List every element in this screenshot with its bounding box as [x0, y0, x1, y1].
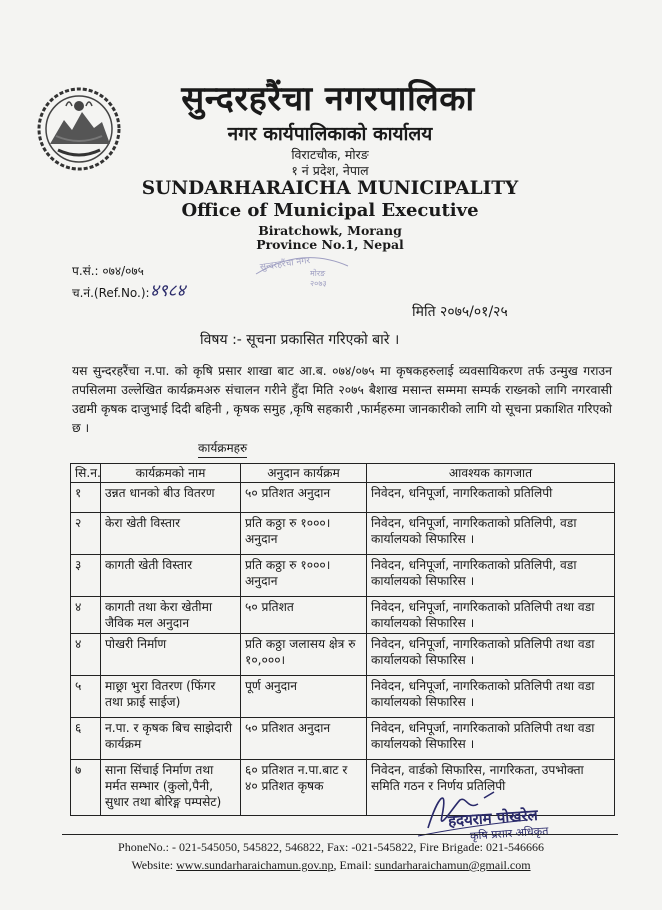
- table-row: [71, 555, 615, 597]
- cell-program-name: केरा खेती विस्तार: [101, 513, 241, 555]
- footer-contact: [40, 858, 622, 873]
- address-line1-english: Biratchowk, Morang: [258, 223, 402, 238]
- cell-program-name: उन्नत धानको बीउ वितरण: [101, 483, 241, 513]
- cell-program-name: माछ्रा भुरा वितरण (फिंगर तथा फ्राई साईज): [101, 676, 241, 718]
- header-sn: सि.न.: [71, 464, 101, 483]
- cell-grant: ५० प्रतिशत अनुदान: [241, 718, 367, 760]
- cell-documents: निवेदन, धनिपूर्जा, नागरिकताको प्रतिलिपी, वडा कार्यालयको सिफारिस ।: [367, 513, 615, 555]
- address-line2-english: Province No.1, Nepal: [256, 237, 404, 252]
- cell-program-name: कागती खेती विस्तार: [101, 555, 241, 597]
- cell-sn: ७: [71, 760, 101, 816]
- footer-divider: [62, 834, 618, 835]
- cell-program-name: पोखरी निर्माण: [101, 634, 241, 676]
- cell-sn: ५: [71, 676, 101, 718]
- programs-caption: कार्यक्रमहरु: [198, 439, 247, 458]
- cell-program-name: साना सिंचाई निर्माण तथा मर्मत सम्भार (कुलो,पैनी, सुधार तथा बोरिङ्ग पम्पसेट): [101, 760, 241, 816]
- table-row: [71, 513, 615, 555]
- header-documents: आवश्यक कागजात: [367, 464, 615, 483]
- svg-text:२०७३: २०७३: [310, 279, 327, 288]
- cell-sn: २: [71, 513, 101, 555]
- website-link[interactable]: www.sundarharaichamun.gov.np: [176, 858, 334, 872]
- table-row: [71, 483, 615, 513]
- footer-phone: PhoneNo.: - 021-545050, 545822, 546822, Fax: -021-545822, Fire Brigade: 021-546666: [118, 840, 544, 854]
- cell-documents: निवेदन, वार्डको सिफारिस, नागरिकता, उपभोक्ता समिति गठन र निर्णय प्रतिलिपी: [367, 760, 615, 816]
- cell-sn: ६: [71, 718, 101, 760]
- municipality-name-nepali: सुन्दरहरैंचा नगरपालिका: [181, 79, 475, 119]
- nepal-emblem-icon: [36, 86, 122, 172]
- cell-documents: निवेदन, धनिपूर्जा, नागरिकताको प्रतिलिपी तथा वडा कार्यालयको सिफारिस ।: [367, 718, 615, 760]
- cell-grant: ५० प्रतिशत अनुदान: [241, 483, 367, 513]
- header-grant: अनुदान कार्यक्रम: [241, 464, 367, 483]
- cell-grant: पूर्ण अनुदान: [241, 676, 367, 718]
- ref-number-value: ४९८४: [150, 281, 186, 301]
- subject-line: विषय :- सूचना प्रकासित गरिएको बारे ।: [200, 332, 400, 348]
- cell-grant: ६० प्रतिशत न.पा.बाट र ४० प्रतिशत कृषक: [241, 760, 367, 816]
- table-row: [71, 718, 615, 760]
- cell-grant: प्रति कठ्ठा जलासय क्षेत्र रु १०,०००।: [241, 634, 367, 676]
- ref-number-label: च.नं.(Ref.No.):: [72, 286, 150, 300]
- address-line1-nepali: विराटचौक, मोरङ: [291, 147, 369, 162]
- table-row: [71, 676, 615, 718]
- email-link[interactable]: sundarharaichamun@gmail.com: [374, 858, 531, 872]
- programs-table: [70, 463, 615, 816]
- svg-text:सुन्दरहरैंचा नगर: सुन्दरहरैंचा नगर: [259, 255, 311, 273]
- cell-documents: निवेदन, धनिपूर्जा, नागरिकताको प्रतिलिपी: [367, 483, 615, 513]
- cell-sn: ४: [71, 634, 101, 676]
- cell-sn: १: [71, 483, 101, 513]
- header-program-name: कार्यक्रमको नाम: [101, 464, 241, 483]
- address-line2-nepali: १ नं प्रदेश, नेपाल: [291, 163, 369, 178]
- cell-grant: ५० प्रतिशत: [241, 597, 367, 634]
- cell-documents: निवेदन, धनिपूर्जा, नागरिकताको प्रतिलिपी तथा वडा कार्यालयको सिफारिस ।: [367, 597, 615, 634]
- cell-grant: प्रति कठ्ठा रु १०००। अनुदान: [241, 555, 367, 597]
- cell-sn: ३: [71, 555, 101, 597]
- office-stamp-icon: [252, 244, 352, 290]
- office-name-nepali: नगर कार्यपालिकाको कार्यालय: [227, 123, 433, 145]
- cell-documents: निवेदन, धनिपूर्जा, नागरिकताको प्रतिलिपी, वडा कार्यालयको सिफारिस ।: [367, 555, 615, 597]
- cell-program-name: कागती तथा केरा खेतीमा जैविक मल अनुदान: [101, 597, 241, 634]
- table-header-row: [71, 464, 615, 483]
- signatory-name: हदयराम पोखरेल: [447, 805, 539, 831]
- website-label: Website:: [131, 858, 174, 872]
- cell-documents: निवेदन, धनिपूर्जा, नागरिकताको प्रतिलिपी तथा वडा कार्यालयको सिफारिस ।: [367, 676, 615, 718]
- cell-program-name: न.पा. र कृषक बिच साझेदारी कार्यक्रम: [101, 718, 241, 760]
- document-date: मिति २०७५/०१/२५: [412, 304, 508, 320]
- table-row: [71, 634, 615, 676]
- municipality-name-english: SUNDARHARAICHA MUNICIPALITY: [141, 178, 519, 199]
- office-name-english: Office of Municipal Executive: [181, 200, 479, 221]
- signatory-title: कृषि प्रसार अधिकृत: [469, 824, 549, 843]
- svg-text:मोरङ: मोरङ: [310, 269, 326, 278]
- email-label: , Email:: [333, 858, 372, 872]
- notice-body: यस सुन्दरहरैंचा न.पा. को कृषि प्रसार शाखा बाट आ.ब. ०७४/०७५ मा कृषकहरुलाई व्यवसायिकरण तर्फ उन्मुख गराउन तपसिलमा उल्लेखित कार्यक्रमअरु संचालन गरीने हुँदा मिति २०७५ बैशाख मसान्त सम्ममा सम्पर्क राख्नको लागि नगरवासी उद्यमी कृषक दाजुभाई दिदी बहिनी , कृषक समुह ,कृषि सहकारी ,फार्महरुमा जानकारीको लागि यो सूचना प्रकाशित गरिएको छ ।: [72, 364, 612, 435]
- table-row: [71, 597, 615, 634]
- cell-sn: ४: [71, 597, 101, 634]
- cell-documents: निवेदन, धनिपूर्जा, नागरिकताको प्रतिलिपी तथा वडा कार्यालयको सिफारिस ।: [367, 634, 615, 676]
- fiscal-year-number: प.सं.: ०७४/०७५: [72, 264, 144, 278]
- cell-grant: प्रति कठ्ठा रु १०००। अनुदान: [241, 513, 367, 555]
